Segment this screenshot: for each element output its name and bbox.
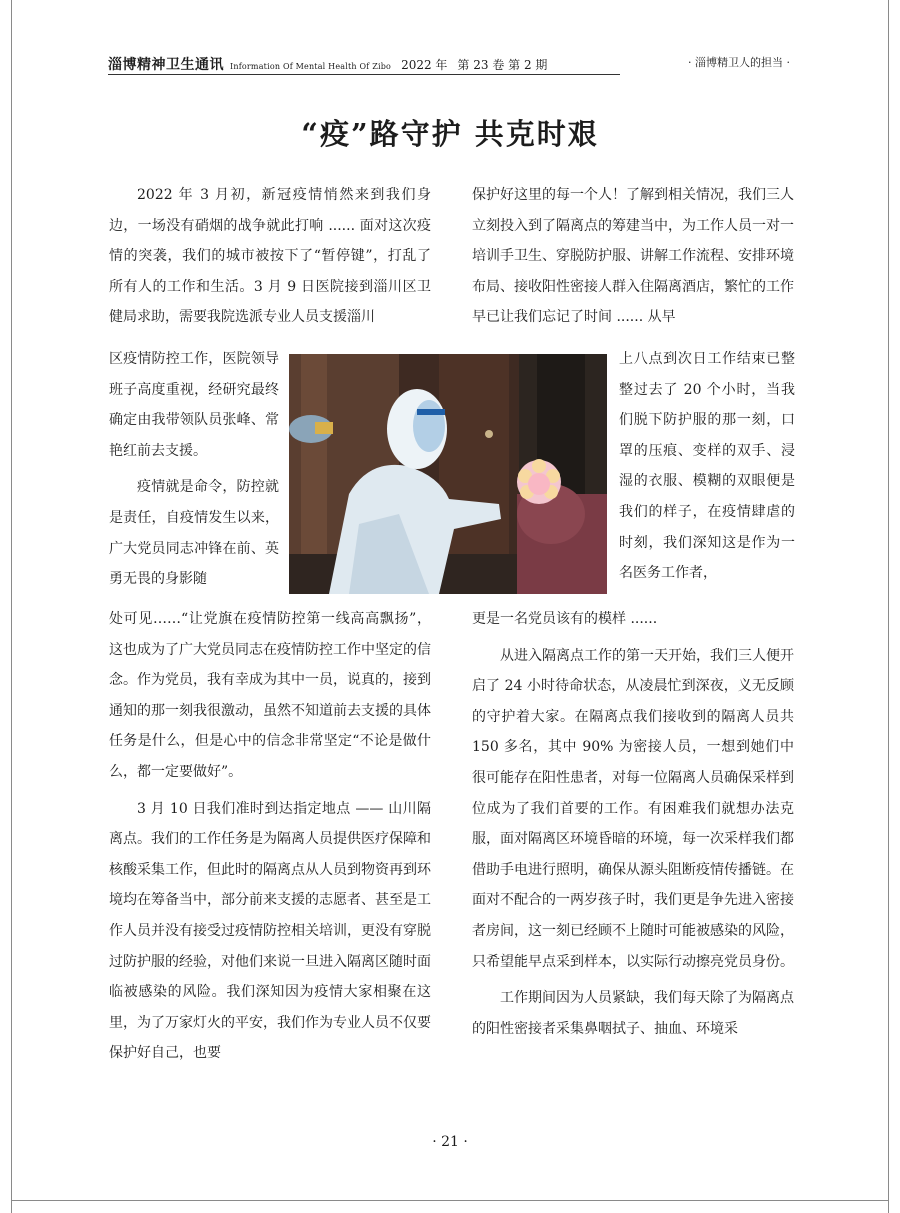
paragraph: 2022 年 3 月初，新冠疫情悄然来到我们身边，一场没有硝烟的战争就此打响 ...... 面对这次疫情的突袭，我们的城市被按下了“暂停键”，打乱了所有人的工作和生活。3 月 9 日医院接到淄川区卫健局求助，需要我院选派专业人员支援淄川 <box>109 187 431 326</box>
article-photo <box>289 354 607 594</box>
left-column-bottom <box>109 604 431 1104</box>
paragraph: 保护好这里的每一个人！了解到相关情况，我们三人立刻投入到了隔离点的筹建当中，为工作人员一对一培训手卫生、穿脱防护服、讲解工作流程、安排环境布局、接收阳性密接人群入住隔离酒店，繁忙的工作早已让我们忘记了时间 ...... 从早 <box>472 187 794 326</box>
right-column-wrap <box>619 344 795 606</box>
paragraph: 工作期间因为人员紧缺，我们每天除了为隔离点的阳性密接者采集鼻咽拭子、抽血、环境采 <box>472 990 794 1037</box>
paragraph: 区疫情防控工作，医院领导班子高度重视，经研究最终确定由我带领队员张峰、常艳红前去支援。 <box>109 351 279 459</box>
paragraph: 上八点到次日工作结束已整整过去了 20 个小时，当我们脱下防护服的那一刻，口罩的压痕、变样的双手、浸湿的衣服、模糊的双眼便是我们的样子，在疫情肆虐的时刻，我们深知这是作为一名医务工作者， <box>619 351 795 582</box>
page-border-right <box>888 0 889 1213</box>
page-border-bottom <box>11 1200 889 1201</box>
journal-title-en: Information Of Mental Health Of Zibo <box>230 62 392 71</box>
paragraph: 更是一名党员该有的模样 ...... <box>472 611 658 627</box>
journal-volume: 第 23 卷 第 2 期 <box>457 58 548 72</box>
left-column-top <box>109 180 431 354</box>
journal-info <box>108 54 620 75</box>
paragraph: 3 月 10 日我们准时到达指定地点 —— 山川隔离点。我们的工作任务是为隔离人员提供医疗保障和核酸采集工作，但此时的隔离点从人员到物资再到环境均在筹备当中，部分前来支援的志愿者、甚至是工作人员并没有接受过疫情防控相关培训，更没有穿脱过防护服的经验，对他们来说一旦进入隔离区随时面临被感染的风险。我们深知因为疫情大家相聚在这里，为了万家灯火的平安，我们作为专业人员不仅要保护好自己，也要 <box>109 800 431 1062</box>
paragraph: 疫情就是命令，防控就是责任，自疫情发生以来，广大党员同志冲锋在前、英勇无畏的身影随 <box>109 479 279 588</box>
running-header <box>108 54 790 74</box>
left-column-wrap <box>109 344 279 606</box>
right-column-bottom <box>472 604 794 1104</box>
article-title: “疫”路守护 共克时艰 <box>301 117 599 151</box>
paragraph: 从进入隔离点工作的第一天开始，我们三人便开启了 24 小时待命状态，从凌晨忙到深夜，义无反顾的守护着大家。在隔离点我们接收到的隔离人员共 150 多名，其中 90% 为密接人员，一想到她们中很可能存在阳性患者，对每一位隔离人员确保采样到位成为了我们首要的工作。有困难我们就想办法克服，面对隔离区环境昏暗的环境，每一次采样我们都借助手电进行照明，确保从源头阻断疫情传播链。在面对不配合的一两岁孩子时，我们更是争先进入密接者房间，这一刻已经顾不上随时可能被感染的风险，只希望能早点采到样本，以实际行动擦亮党员身份。 <box>472 647 794 970</box>
right-column-top <box>472 180 794 354</box>
journal-title: 淄博精神卫生通讯 <box>108 57 224 73</box>
journal-year: 2022 年 <box>401 58 448 72</box>
paragraph: 处可见……“让党旗在疫情防控第一线高高飘扬”，这也成为了广大党员同志在疫情防控工作中坚定的信念。作为党员，我有幸成为其中一员，说真的，接到通知的那一刻我很激动，虽然不知道前去支援的具体任务是什么，但是心中的信念非常坚定“不论是做什么，都一定要做好”。 <box>109 611 431 780</box>
page-number: · 21 · <box>432 1134 468 1150</box>
section-name: · 淄博精卫人的担当 · <box>688 56 790 69</box>
page-border-left <box>11 0 12 1213</box>
